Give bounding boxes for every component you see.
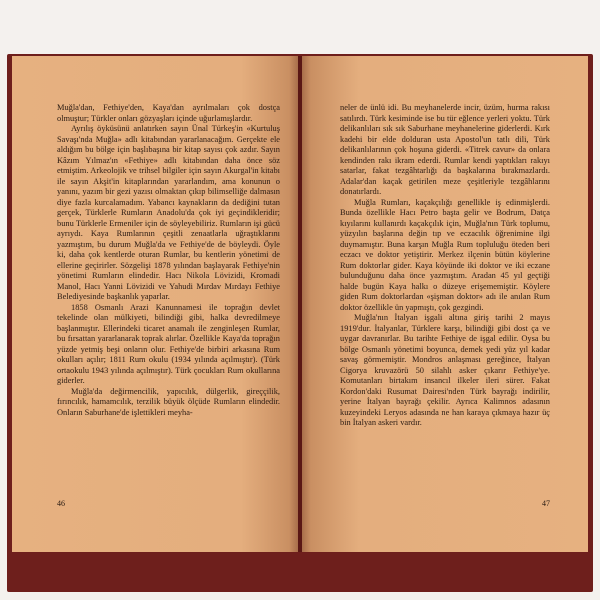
paragraph: Ayrılış öyküsünü anlatırken sayın Ünal Türkeş'in «Kurtuluş Savaşı'nda Muğla» adlı kitabından yararlanacağım. Gerçekte ele aldığım bu bölge için başlıbaşına bir kitap sayısı çok azdır. Sayın Kâzım Yılmaz'ın «Fethiye» adlı kitabından daha önce söz etmiştim. Arkeolojik ve trihsel bilgiler için sayın Akurgal'in kitabı ile sayın Akşit'in kitaplarından yararlandım, ama konunun o yanını, yazım bir gezi yazısı olmaktan çıkıp bilimselliğe dalmasın diye fazla kurcalamadım. Yabancı kaynakların da dediğini tutan gerçek, Türklerle Rumların Anadolu'da çok iyi geçindikleridir; bunu Türklerle Ermeniler için de söyleyebiliriz. Rumların işi gücü ayrıydı. Kaya Rumlarının çeşitli zenaatlarla uğraştıklarını yazmıştım, bu durum Muğla'da ve Fethiye'de de böyleydi. Öyle ki, daha çok kentlerde oturan Rumlar, bu kentlerin yönetimi de ellerine geçirirler. Sözgelişi 1878 yılından başlayarak Fethiye'nin yönetimi Rumların elindedir. Hacı Nikola Lövizidi, Kromadi Manol, Hacı Yanni Lövizidi ve Yahudi Mırdav Mırdayı Fethiye Belediyesinde başkanlık yaparlar. bbox=[57, 124, 280, 301]
page-number: 47 bbox=[542, 499, 550, 508]
left-page bbox=[12, 56, 298, 552]
paragraph: 1858 Osmanlı Arazi Kanunnamesi ile toprağın devlet tekelinde olan mülkiyeti, bilindiği gibi, halka devredilmeye başlanmıştır. Ellerindeki ticaret anamalı ile zenginleşen Rumlar, bu fırsattan yararlanarak toprak alırlar. Özellikle Kaya'da toprağın yüzde yetmiş beşi onların olur. Fethiye'de birbiri arkasına Rum okulları açılır; 1811 Rum okulu (1934 yılında açılmıştır). (Türk ortaokulu 1943 yılında açılmıştır). Türk çocukları Rum okullarına giderler. bbox=[57, 302, 280, 385]
right-page-text bbox=[340, 103, 550, 429]
right-page bbox=[302, 56, 588, 552]
paragraph: Muğla Rumları, kaçakçılığı genellikle iş edinmişlerdi. Bunda özellikle Hacı Petro başta gelir ve Bodrum, Datça kıyılarını kullanırdı kaçakçılık için, Muğla'nın Türk toplumu, yüzyılın başlarına değin tıp ve eczacılık öğrenimine ilgi duymamıştır. Buna karşın Muğla Rum topluluğu öteden beri eczacı ve doktor yetiştirir. Merkez ilçenin bütün köylerine Rum doktorlar gider. Kaya köyünde iki doktor ve iki eczane bulunduğunu daha önce yazmıştım. Aradan 45 yıl geçtiği halde bugün Kaya halkı o düzeye erişememiştir. Köylere giden Rum doktorlardan «şişman doktor» adı ile anılan Rum doktor özellikle ün yapmıştı, çok gezgindi. bbox=[340, 197, 550, 312]
paragraph: neler de ünlü idi. Bu meyhanelerde incir, üzüm, hurma rakısı satılırdı. Türk kesiminde ise bu tür eğlence yerleri yoktu. Türk delikanlıları sık sık Saburhane meyhanelerine giderlerdi. Kırk kadehi bir elde dolduran usta Apostol'un tatlı dili, Türk delikanlılarının çok hoşuna giderdi. «Titrek cavur» da onlara kendinden rakı ikram ederdi. Rumlar kendi yaptıkları rakıyı satarlar, fakat tezgâhtarlığı da başkalarına bırakmazlardı. Adalar'dan kaçak getirilen meze çeşitleriyle tezgâhlarını donatırlardı. bbox=[340, 103, 550, 196]
paragraph: Muğla'dan, Fethiye'den, Kaya'dan ayrılmaları çok dostça olmuştur; Türkler onları gözyaşları içinde uğurlamışlardır. bbox=[57, 103, 280, 123]
left-page-text bbox=[57, 103, 280, 418]
paragraph: Muğla'nın İtalyan işgali altına giriş tarihi 2 mayıs 1919'dur. İtalyanlar, Türklere karşı, bilindiği gibi dost ça ve uygar davranırlar. Bu tarihte Fethiye de işgal edilir. Oysa bu bölge Osmanlı yönetimi boyunca, demek yedi yüz yıl kadar savaş görmemiştir. Mondros anlaşması gereğince, İtalyan Cigorya kruvazörü 50 silahlı asker çıkarır Fethiye'ye. Komutanları birtakım insancıl ilkeler ileri sürer. Fakat Kordon'daki Rusumat Dairesi'nden Türk bayrağı indirilir, yerine İtalyan bayrağı çekilir. Ayrıca Kalimnos adasının kuzeyindeki Leryos adasında ne han karaya çıkmaya hazır üç bin İtalyan askeri vardır. bbox=[340, 313, 550, 427]
paragraph: Muğla'da değirmencilik, yapıcılık, dülgerlik, gireççilik, fırıncılık, hamamcılık, terzilik büyük ölçüde Rumların elindedir. Onların Saburhane'de işlettikleri meyha- bbox=[57, 386, 280, 417]
page-number: 46 bbox=[57, 499, 65, 508]
